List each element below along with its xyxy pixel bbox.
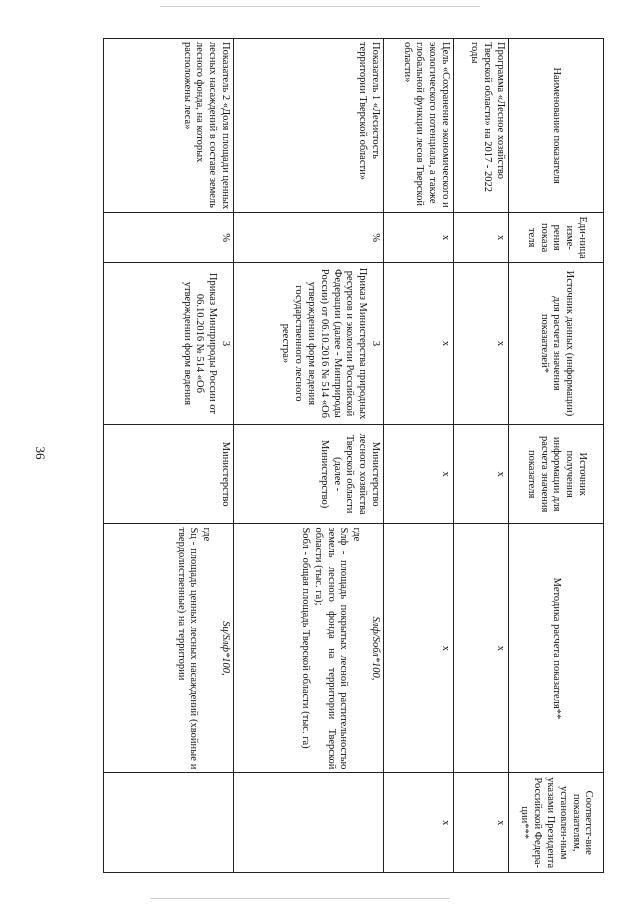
table-row [384,39,454,873]
row-info-source: х [454,424,509,524]
row-method-cell [104,524,234,773]
row-method-formula: Sлф/Sобл*100, [370,616,381,681]
row-data-source: х [454,263,509,425]
header-info-source: Источник получения информации для расчета значения показателя [509,424,604,524]
row-unit: х [454,213,509,263]
row-info-source: Министерство лесного хозяйства Тверской области (далее - Министерство) [234,424,384,524]
header-compliance: Соответст-вие показателям, установлен-ным указами Президента Российской Федера-ции*** [509,773,604,873]
indicator-table-rotated [78,38,604,873]
row-method: х [384,524,454,773]
row-info-source: Министерство [104,424,234,524]
header-method: Методика расчета показателя** [509,524,604,773]
row-data-source: 3 Приказ Минприроды России от 06.10.2016 № 514 «Об утверждении форм ведения [104,263,234,425]
row-unit: % [234,213,384,263]
page-number: 36 [33,446,48,460]
header-name: Наименование показателя [509,39,604,213]
table-header-row [509,39,604,873]
scan-mark-bottom [150,898,450,899]
row-method-cell [234,524,384,773]
row-name: Программа «Лесное хозяйство Тверской области» на 2017 - 2022 годы [454,39,509,213]
table-row [454,39,509,873]
row-unit: х [384,213,454,263]
row-compliance [234,773,384,873]
table-row [234,39,384,873]
row-method: где Sлф - площадь покрытых лесной растительностью земель лесного фонда на территории Тверской области (тыс. га); Sобл - общая площадь Тверской области (тыс. га) [300,527,363,770]
row-compliance: х [384,773,454,873]
row-data-source: х [384,263,454,425]
row-info-source: х [384,424,454,524]
row-name: Цель «Сохранение экономического и экологического потенциала, а также глобальной функции лесов Тверской области» [384,39,454,213]
row-method: где Sц - площадь ценных лесных насаждений (хвойные и твердолиственные) на территории [175,527,213,770]
row-name: Показатель 2 «Доля площади ценных лесных насаждений в составе земель лесного фонда, на которых расположены леса» [104,39,234,213]
row-compliance: х [454,773,509,873]
row-method-formula: Sц/Sлф*100, [220,621,231,676]
row-compliance [104,773,234,873]
indicators-table [103,38,604,873]
header-data-source: Источник данных (информации) для расчета значения показателей* [509,263,604,425]
scan-mark-top [160,6,480,7]
row-data-source: 3 Приказ Министерства природных ресурсов и экологии Российской Федерации (далее - Минприроды России) от 06.10.2016 № 514 «Об утверждении форм ведения государственного лесного реестра» [234,263,384,425]
table-row [104,39,234,873]
row-name: Показатель 1 «Лесистость территории Тверской области» [234,39,384,213]
row-method: х [454,524,509,773]
header-unit: Еди-ница изме-рения показа теля [509,213,604,263]
row-unit: % [104,213,234,263]
